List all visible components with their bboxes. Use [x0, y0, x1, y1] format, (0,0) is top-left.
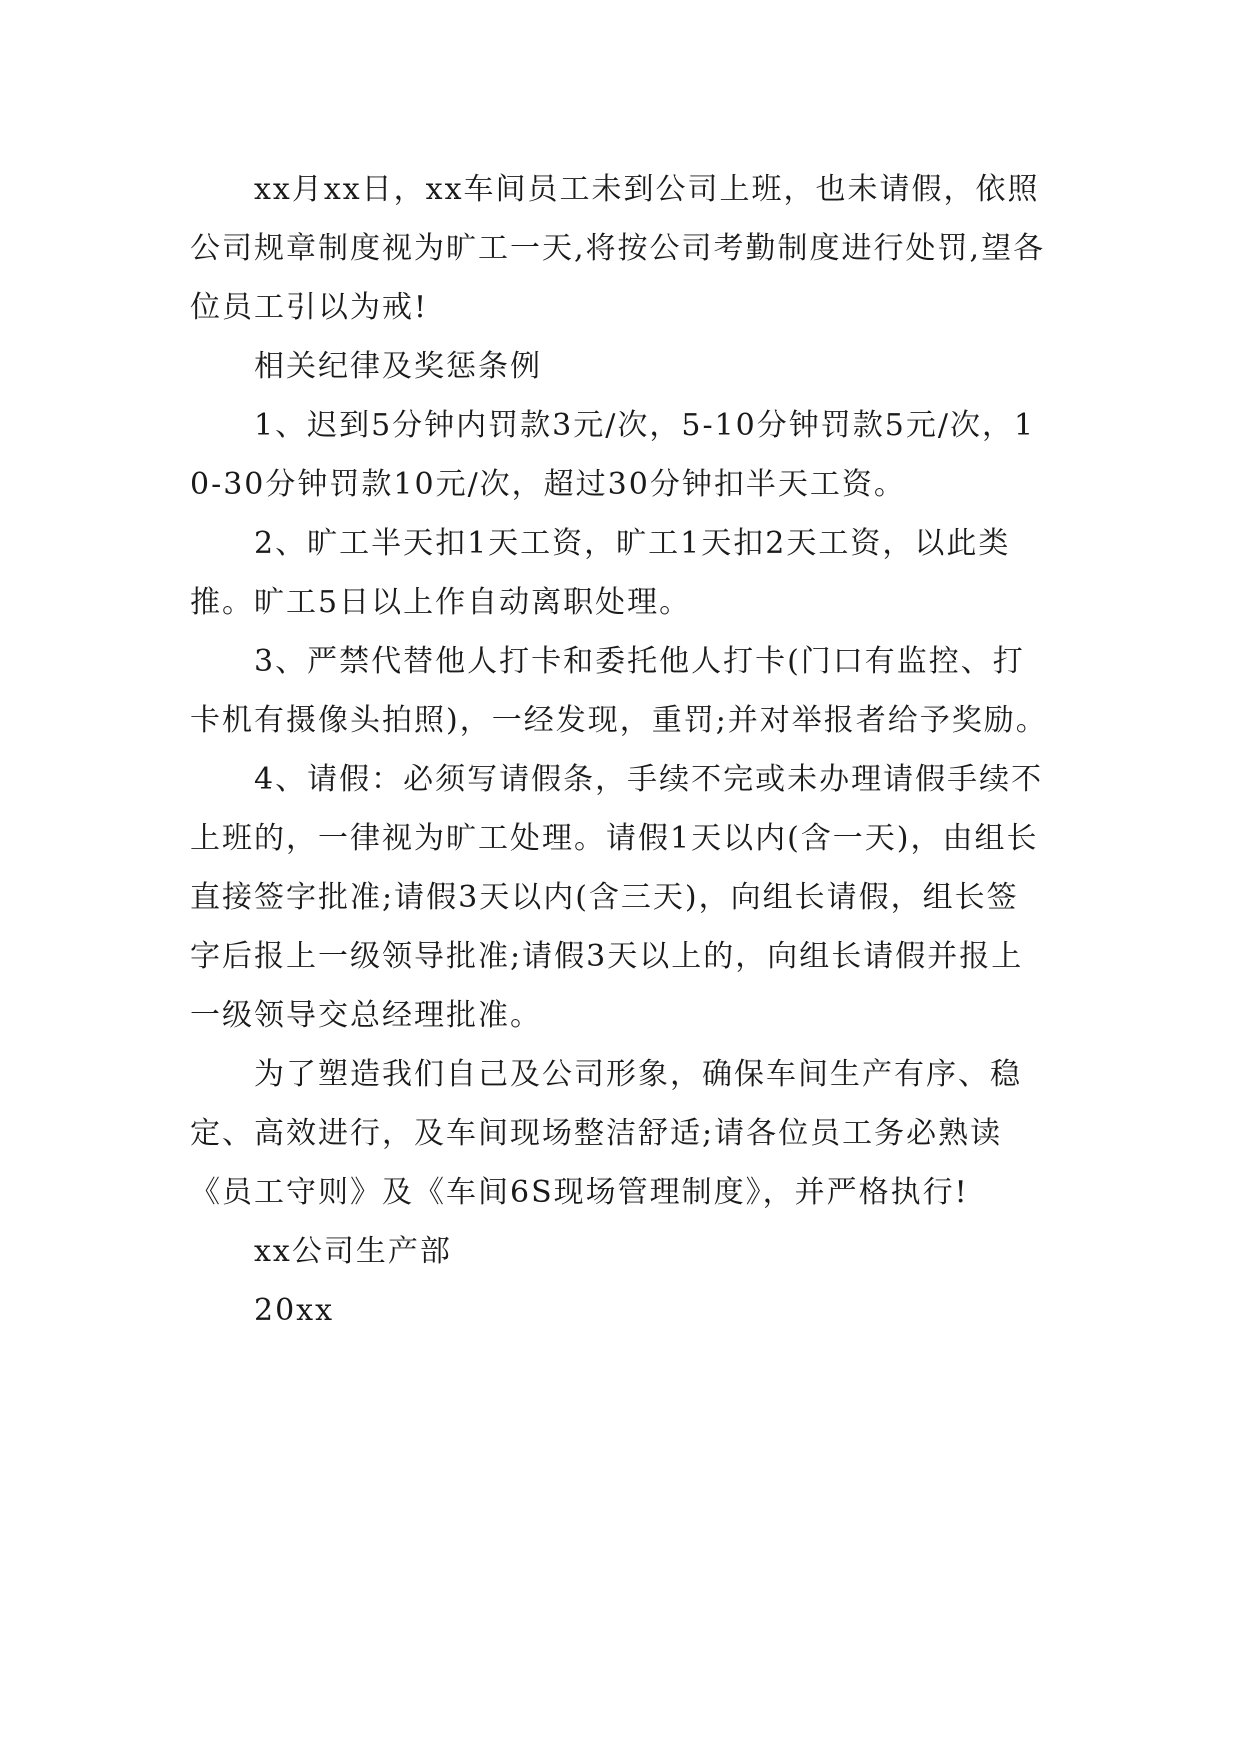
notice-paragraph: xx月xx日，xx车间员工未到公司上班，也未请假，依照公司规章制度视为旷工一天,将按公司考勤制度进行处罚,望各位员工引以为戒!	[190, 172, 1046, 325]
rule-leave: 4、请假：必须写请假条，手续不完或未办理请假手续不上班的，一律视为旷工处理。请假1天以内(含一天)，由组长直接签字批准;请假3天以内(含三天)，向组长请假，组长签字后报上一级领导批准;请假3天以上的，向组长请假并报上一级领导交总经理批准。	[190, 762, 1044, 1033]
rule-clock-in: 3、严禁代替他人打卡和委托他人打卡(门口有监控、打卡机有摄像头拍照)，一经发现，重罚;并对举报者给予奖励。	[190, 644, 1048, 738]
rule-absence: 2、旷工半天扣1天工资，旷工1天扣2天工资，以此类推。旷工5日以上作自动离职处理。	[190, 526, 1011, 620]
document-body	[190, 160, 1050, 1340]
closing-paragraph: 为了塑造我们自己及公司形象，确保车间生产有序、稳定、高效进行，及车间现场整洁舒适;请各位员工务必熟读《员工守则》及《车间6S现场管理制度》，并严格执行!	[190, 1057, 1022, 1210]
issuer-department: xx公司生产部	[254, 1234, 452, 1269]
rule-lateness: 1、迟到5分钟内罚款3元/次，5-10分钟罚款5元/次，10-30分钟罚款10元/次，超过30分钟扣半天工资。	[190, 408, 1036, 502]
rules-heading: 相关纪律及奖惩条例	[254, 349, 542, 384]
issue-date: 20xx	[254, 1293, 335, 1328]
